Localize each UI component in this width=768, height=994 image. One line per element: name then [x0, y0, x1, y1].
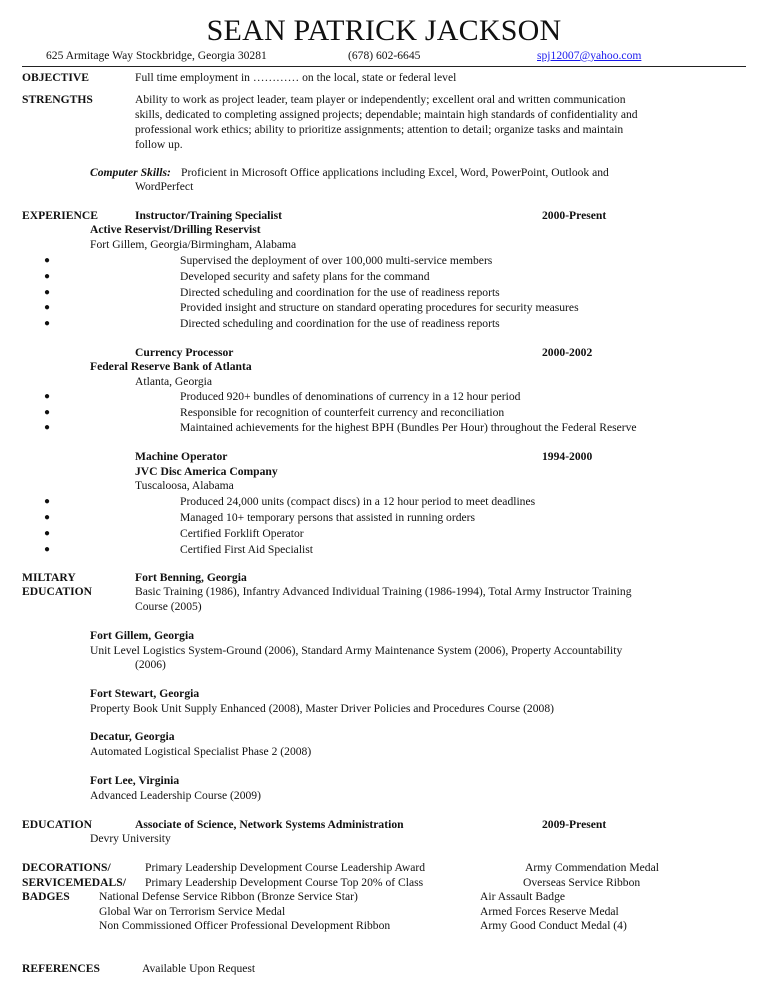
bullet-icon: ●: [44, 271, 51, 282]
military-course: Property Book Unit Supply Enhanced (2008), Master Driver Policies and Procedures Course (2008): [90, 702, 554, 715]
decoration-item: Armed Forces Reserve Medal: [480, 905, 619, 918]
military-course: Unit Level Logistics System-Ground (2006), Standard Army Maintenance System (2006), Property Accountability: [90, 644, 623, 657]
decoration-item: Primary Leadership Development Course Leadership Award: [145, 861, 425, 874]
bullet-icon: ●: [44, 407, 51, 418]
military-course: Automated Logistical Specialist Phase 2 (2008): [90, 745, 312, 758]
job-bullet: Maintained achievements for the highest BPH (Bundles Per Hour) throughout the Federal Reserve: [180, 421, 637, 434]
military-place: Fort Benning, Georgia: [135, 571, 247, 584]
job-dates: 2000-2002: [542, 346, 593, 359]
bullet-icon: ●: [44, 496, 51, 507]
military-place: Fort Stewart, Georgia: [90, 687, 200, 700]
computer-skills-text: Proficient in Microsoft Office applications including Excel, Word, PowerPoint, Outlook and: [181, 166, 609, 179]
decoration-item: Global War on Terrorism Service Medal: [99, 905, 286, 918]
job-employer: Federal Reserve Bank of Atlanta: [90, 360, 252, 373]
job-dates: 1994-2000: [542, 450, 593, 463]
decoration-item: Non Commissioned Officer Professional Development Ribbon: [99, 919, 391, 932]
job-bullet: Produced 920+ bundles of denominations of currency in a 12 hour period: [180, 390, 521, 403]
bullet-icon: ●: [44, 391, 51, 402]
job-location: Atlanta, Georgia: [135, 375, 213, 388]
bullet-icon: ●: [44, 318, 51, 329]
decoration-item: Overseas Service Ribbon: [523, 876, 641, 889]
decorations-heading: DECORATIONS/: [22, 861, 111, 874]
job-bullet: Produced 24,000 units (compact discs) in a 12 hour period to meet deadlines: [180, 495, 536, 508]
job-bullet: Responsible for recognition of counterfeit currency and reconciliation: [180, 406, 505, 419]
military-course: Course (2005): [135, 600, 202, 613]
bullet-icon: ●: [44, 255, 51, 266]
computer-skills-text: WordPerfect: [135, 180, 194, 193]
bullet-icon: ●: [44, 302, 51, 313]
job-employer: JVC Disc America Company: [135, 465, 278, 478]
job-bullet: Managed 10+ temporary persons that assisted in running orders: [180, 511, 476, 524]
job-title: Machine Operator: [135, 450, 228, 463]
job-title: Currency Processor: [135, 346, 234, 359]
strengths-line: follow up.: [135, 138, 183, 151]
job-bullet: Provided insight and structure on standard operating procedures for security measures: [180, 301, 579, 314]
bullet-icon: ●: [44, 544, 51, 555]
strengths-line: skills, dedicated to completing assigned projects; dependable; maintain high standards of confidentiality and: [135, 108, 638, 121]
strengths-line: Ability to work as project leader, team player or independently; excellent oral and written communication: [135, 93, 626, 106]
education-dates: 2009-Present: [542, 818, 607, 831]
decoration-item: National Defense Service Ribbon (Bronze Service Star): [99, 890, 358, 903]
military-place: Fort Gillem, Georgia: [90, 629, 194, 642]
computer-skills-label: Computer Skills:: [90, 166, 171, 179]
job-bullet: Developed security and safety plans for the command: [180, 270, 430, 283]
job-dates: 2000-Present: [542, 209, 607, 222]
email-link[interactable]: spj12007@yahoo.com: [537, 49, 642, 62]
objective-text: Full time employment in ………… on the local, state or federal level: [135, 71, 457, 84]
bullet-icon: ●: [44, 512, 51, 523]
education-degree: Associate of Science, Network Systems Administration: [135, 818, 404, 831]
decorations-heading: BADGES: [22, 890, 70, 903]
address: 625 Armitage Way Stockbridge, Georgia 30281: [46, 49, 267, 62]
military-heading: EDUCATION: [22, 585, 92, 598]
phone: (678) 602-6645: [348, 49, 421, 62]
header-divider: [22, 66, 746, 67]
strengths-heading: STRENGTHS: [22, 93, 93, 106]
bullet-icon: ●: [44, 287, 51, 298]
bullet-icon: ●: [44, 528, 51, 539]
job-bullet: Certified First Aid Specialist: [180, 543, 313, 556]
strengths-line: professional work ethics; ability to prioritize assignments; attention to detail; organize tasks and maintain: [135, 123, 624, 136]
references-text: Available Upon Request: [142, 962, 256, 975]
job-bullet: Directed scheduling and coordination for the use of readiness reports: [180, 317, 500, 330]
decoration-item: Air Assault Badge: [480, 890, 566, 903]
job-title: Instructor/Training Specialist: [135, 209, 282, 222]
experience-heading: EXPERIENCE: [22, 209, 99, 222]
candidate-name: SEAN PATRICK JACKSON: [206, 14, 562, 47]
decorations-heading: SERVICEMEDALS/: [22, 876, 126, 889]
education-heading: EDUCATION: [22, 818, 92, 831]
military-place: Fort Lee, Virginia: [90, 774, 180, 787]
military-heading: MILTARY: [22, 571, 76, 584]
job-location: Tuscaloosa, Alabama: [135, 479, 234, 492]
job-employer: Active Reservist/Drilling Reservist: [90, 223, 261, 236]
education-school: Devry University: [90, 832, 171, 845]
bullet-icon: ●: [44, 422, 51, 433]
job-bullet: Certified Forklift Operator: [180, 527, 304, 540]
decoration-item: Army Good Conduct Medal (4): [480, 919, 627, 932]
objective-heading: OBJECTIVE: [22, 71, 90, 84]
military-course: Basic Training (1986), Infantry Advanced Individual Training (1986-1994), Total Army Instructor Training: [135, 585, 632, 598]
job-bullet: Supervised the deployment of over 100,000 multi-service members: [180, 254, 493, 267]
job-location: Fort Gillem, Georgia/Birmingham, Alabama: [90, 238, 297, 251]
decoration-item: Army Commendation Medal: [525, 861, 659, 874]
job-bullet: Directed scheduling and coordination for the use of readiness reports: [180, 286, 500, 299]
military-place: Decatur, Georgia: [90, 730, 175, 743]
military-course: Advanced Leadership Course (2009): [90, 789, 261, 802]
references-heading: REFERENCES: [22, 962, 100, 975]
military-course: (2006): [135, 658, 166, 671]
decoration-item: Primary Leadership Development Course Top 20% of Class: [145, 876, 424, 889]
